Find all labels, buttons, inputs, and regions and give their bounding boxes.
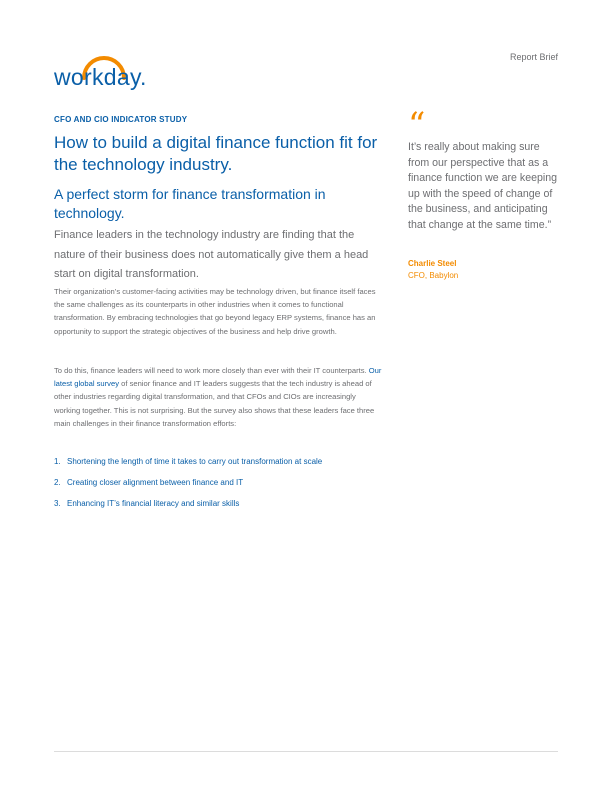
list-item-number: 2. xyxy=(54,478,61,487)
document-type-label: Report Brief xyxy=(509,52,558,62)
global-survey-link[interactable]: Our latest global survey xyxy=(54,366,382,389)
challenges-list xyxy=(54,457,322,520)
paragraph-2-rest: of senior finance and IT leaders suggests that the tech industry is ahead of other industries regarding digital transformation, and that CFOs and CIOs are increasingly working together. This is not surprising. But the survey also shows that these leaders face three main challenges in their finance transformation efforts: xyxy=(54,379,375,428)
study-kicker: CFO AND CIO INDICATOR STUDY xyxy=(54,115,188,124)
pull-quote: It’s really about making sure from our perspective that as a finance function we are keeping up with the speed of change of the business, and anticipating that change at the same time.” xyxy=(408,141,558,231)
list-item[interactable] xyxy=(54,499,322,509)
footer-divider xyxy=(54,751,558,752)
list-item-text: Creating closer alignment between finance and IT xyxy=(67,478,244,487)
list-item[interactable] xyxy=(54,478,322,488)
lead-paragraph: Finance leaders in the technology industry are finding that the nature of their business does not automatically give them a head start on digital transformation. xyxy=(54,229,369,280)
list-item-number: 3. xyxy=(54,499,61,508)
list-item-text: Shortening the length of time it takes to carry out transformation at scale xyxy=(67,457,323,466)
quote-mark-icon: “ xyxy=(408,105,426,145)
paragraph-2-intro: To do this, finance leaders will need to work more closely than ever with their IT counterparts. xyxy=(54,366,369,375)
body-paragraph-2 xyxy=(54,364,384,430)
workday-logo xyxy=(54,54,154,94)
page-title: How to build a digital finance function fit for the technology industry. xyxy=(54,133,378,174)
brand-wordmark: workday. xyxy=(54,64,147,90)
section-subtitle: A perfect storm for finance transformation in technology. xyxy=(54,186,326,221)
body-paragraph-1: Their organization’s customer-facing activities may be technology driven, but finance itself faces the same challenges as its counterparts in other industries when it comes to functional transformation. By embracing technologies that go beyond legacy ERP systems, finance has an opportunity to support the strategic objectives of the business and help drive growth. xyxy=(54,287,376,336)
quote-author-name: Charlie Steel xyxy=(408,259,457,268)
list-item-text: Enhancing IT’s financial literacy and similar skills xyxy=(67,499,240,508)
quote-author-role: CFO, Babylon xyxy=(408,271,459,280)
list-item-number: 1. xyxy=(54,457,61,466)
list-item[interactable] xyxy=(54,457,322,467)
